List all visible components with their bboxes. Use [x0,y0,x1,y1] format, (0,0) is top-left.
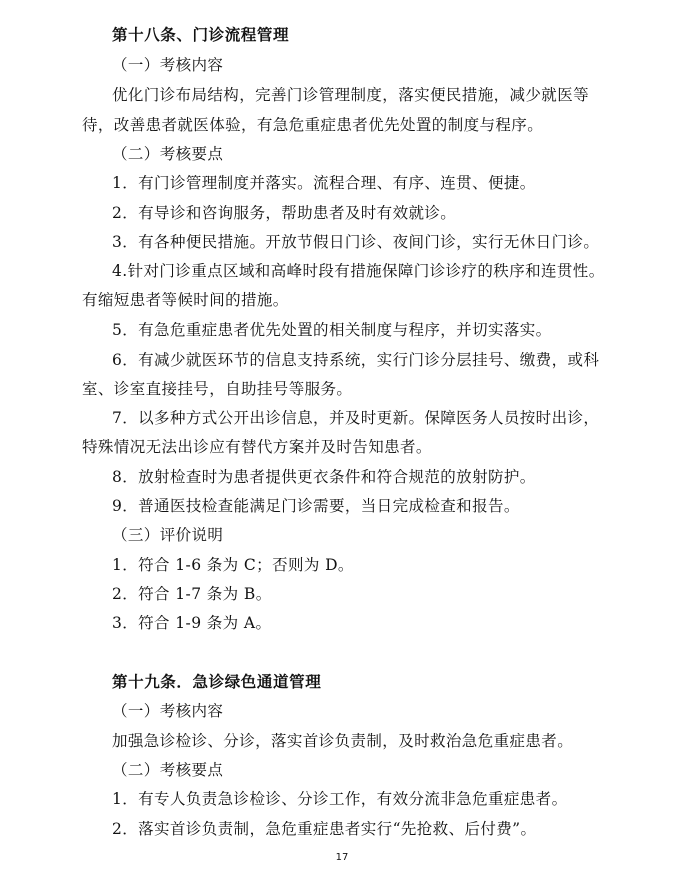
article-18-eval-3: 3．符合 1-9 条为 A。 [112,614,272,632]
article-18-eval-1: 1．符合 1-6 条为 C；否则为 D。 [112,556,354,574]
article-18-title: 第十八条、门诊流程管理 [112,26,290,44]
article-18-point-6-cont: 室、诊室直接挂号，自助挂号等服务。 [82,380,353,398]
article-19-content-heading: （一）考核内容 [112,702,224,720]
article-19-title: 第十九条．急诊绿色通道管理 [112,673,322,691]
article-18-point-2: 2．有导诊和咨询服务，帮助患者及时有效就诊。 [112,204,457,222]
page-number: 17 [335,852,349,863]
article-19-point-2: 2．落实首诊负责制，急危重症患者实行“先抢救、后付费”。 [112,820,537,838]
article-18-point-7-cont: 特殊情况无法出诊应有替代方案并及时告知患者。 [82,438,432,456]
article-18-content-heading: （一）考核内容 [112,56,224,74]
article-18-eval-heading: （三）评价说明 [112,526,224,544]
article-18-point-1: 1．有门诊管理制度并落实。流程合理、有序、连贯、便捷。 [112,174,536,192]
article-18-content-line-2: 待，改善患者就医体验，有急危重症患者优先处置的制度与程序。 [82,116,544,134]
article-18-point-9: 9．普通医技检查能满足门诊需要，当日完成检查和报告。 [112,497,520,515]
article-18-point-4-cont: 有缩短患者等候时间的措施。 [82,291,289,309]
article-18-eval-2: 2．符合 1-7 条为 B。 [112,585,272,603]
article-18-point-6: 6．有减少就医环节的信息支持系统，实行门诊分层挂号、缴费，或科 [112,351,600,369]
article-19-points-heading: （二）考核要点 [112,761,224,779]
article-18-point-7: 7．以多种方式公开出诊信息，并及时更新。保障医务人员按时出诊， [112,409,600,427]
article-19-content-line-1: 加强急诊检诊、分诊，落实首诊负责制，及时救治急危重症患者。 [112,732,574,750]
article-18-points-heading: （二）考核要点 [112,145,224,163]
article-18-point-8: 8．放射检查时为患者提供更衣条件和符合规范的放射防护。 [112,468,536,486]
article-19-point-1: 1．有专人负责急诊检诊、分诊工作，有效分流非急危重症患者。 [112,790,568,808]
article-18-point-5: 5．有急危重症患者优先处置的相关制度与程序，并切实落实。 [112,321,552,339]
article-18-point-4: 4.针对门诊重点区域和高峰时段有措施保障门诊诊疗的秩序和连贯性。 [112,262,605,280]
article-18-content-line-1: 优化门诊布局结构，完善门诊管理制度，落实便民措施，减少就医等 [112,86,590,104]
article-18-point-3: 3．有各种便民措施。开放节假日门诊、夜间门诊，实行无休日门诊。 [112,233,600,251]
